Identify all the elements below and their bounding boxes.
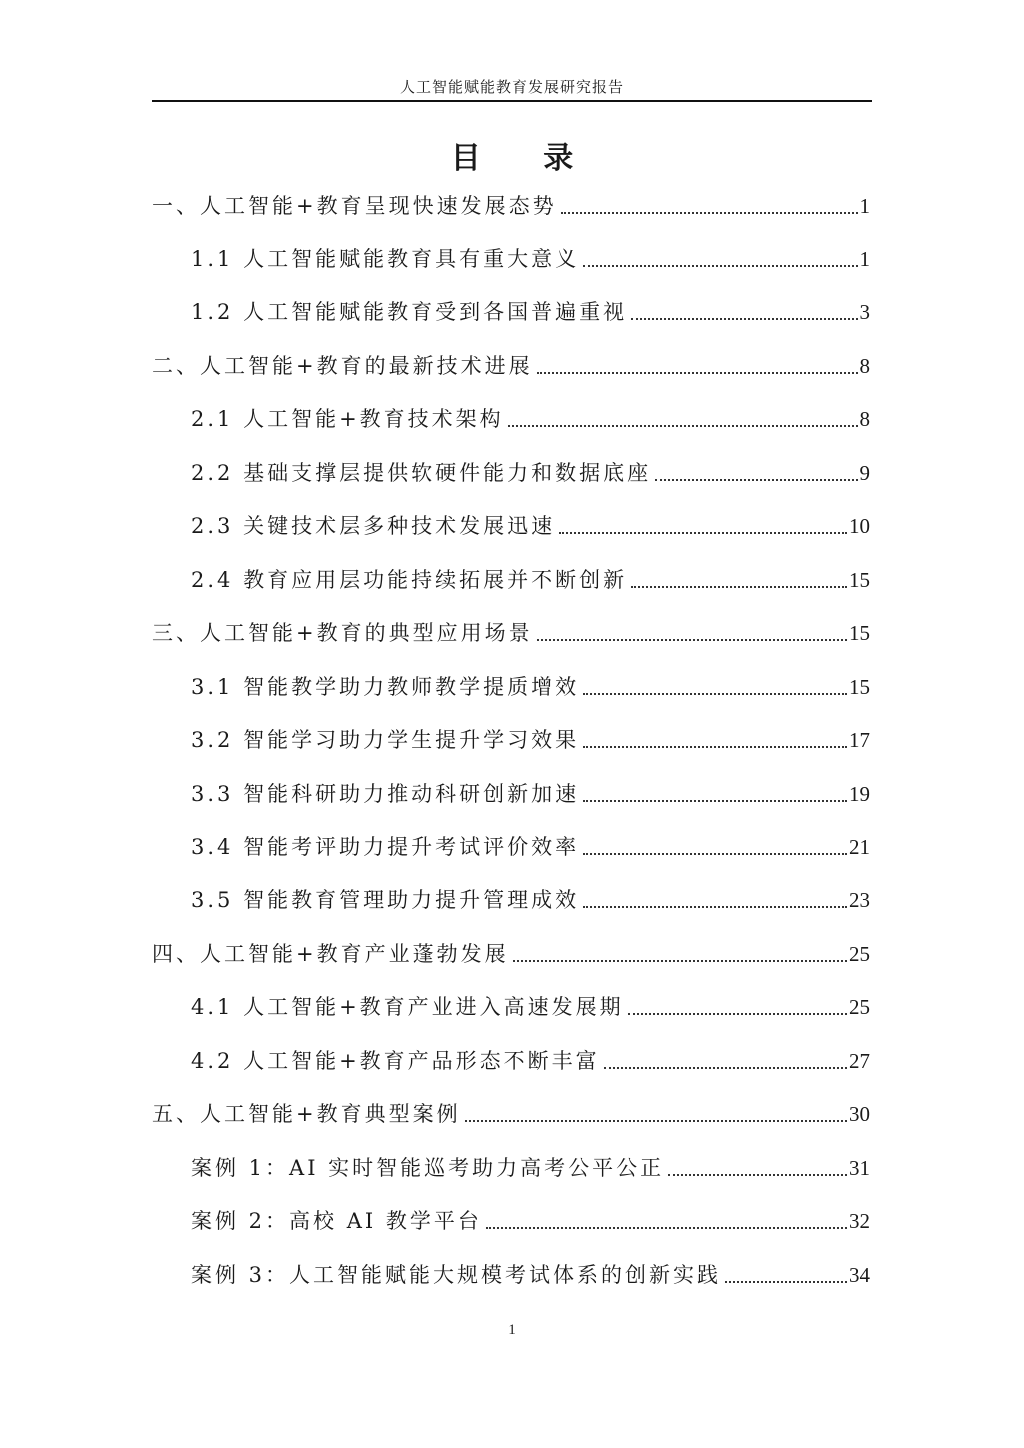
dot-leader <box>583 693 847 695</box>
dot-leader <box>513 960 847 962</box>
toc-entry-page: 15 <box>849 675 870 699</box>
toc-entry-page: 30 <box>849 1102 870 1126</box>
toc-entry[interactable] <box>152 617 870 649</box>
dot-leader <box>465 1120 847 1122</box>
dot-leader <box>604 1067 847 1069</box>
toc-entry-page: 15 <box>849 568 870 592</box>
dot-leader <box>725 1281 847 1283</box>
toc-entry[interactable] <box>191 671 870 703</box>
toc-entry-label: 2.2 基础支撑层提供软硬件能力和数据底座 <box>191 461 652 485</box>
toc-entry[interactable] <box>152 190 870 222</box>
toc-entry-label: 案例 2：高校 AI 教学平台 <box>191 1209 482 1233</box>
toc-entry-page: 23 <box>849 888 870 912</box>
toc-entry-label: 2.1 人工智能+教育技术架构 <box>191 407 504 431</box>
toc-entry[interactable] <box>191 403 870 435</box>
toc-entry-label: 三、人工智能+教育的典型应用场景 <box>152 621 533 645</box>
toc-entry[interactable] <box>191 1259 870 1291</box>
toc-entry-label: 3.1 智能教学助力教师教学提质增效 <box>191 675 580 699</box>
toc-entry-label: 3.2 智能学习助力学生提升学习效果 <box>191 728 580 752</box>
toc-entry-page: 9 <box>859 461 870 485</box>
toc-entry-label: 4.1 人工智能+教育产业进入高速发展期 <box>191 995 624 1019</box>
toc-entry-label: 3.4 智能考评助力提升考试评价效率 <box>191 835 580 859</box>
page-number: 1 <box>508 1322 516 1338</box>
toc-entry-page: 1 <box>859 194 870 218</box>
dot-leader <box>537 372 858 374</box>
toc-entry[interactable] <box>191 831 870 863</box>
dot-leader <box>486 1227 847 1229</box>
toc-entry-page: 21 <box>849 835 870 859</box>
toc-entry[interactable] <box>191 778 870 810</box>
toc-entry[interactable] <box>191 884 870 916</box>
toc-entry-label: 1.1 人工智能赋能教育具有重大意义 <box>191 247 580 271</box>
toc-entry-page: 15 <box>849 621 870 645</box>
dot-leader <box>631 318 857 320</box>
toc-entry-page: 27 <box>849 1049 870 1073</box>
toc-entry[interactable] <box>191 991 870 1023</box>
toc-entry-page: 3 <box>859 300 870 324</box>
header-divider <box>152 100 872 102</box>
toc-entry-label: 2.4 教育应用层功能持续拓展并不断创新 <box>191 568 628 592</box>
dot-leader <box>508 425 858 427</box>
toc-entry-label: 四、人工智能+教育产业蓬勃发展 <box>152 942 509 966</box>
toc-entry[interactable] <box>191 243 870 275</box>
dot-leader <box>583 746 847 748</box>
toc-entry-page: 8 <box>859 354 870 378</box>
toc-entry[interactable] <box>152 350 870 382</box>
toc-entry-page: 8 <box>859 407 870 431</box>
toc-entry-label: 案例 3：人工智能赋能大规模考试体系的创新实践 <box>191 1263 722 1287</box>
toc-entry[interactable] <box>152 938 870 970</box>
toc-entry[interactable] <box>191 724 870 756</box>
toc-entry-label: 3.3 智能科研助力推动科研创新加速 <box>191 782 580 806</box>
toc-title: 目 录 <box>450 141 600 176</box>
dot-leader <box>628 1013 847 1015</box>
dot-leader <box>561 212 858 214</box>
dot-leader <box>655 479 857 481</box>
toc-entry[interactable] <box>191 1152 870 1184</box>
toc-entry[interactable] <box>191 1045 870 1077</box>
dot-leader <box>583 800 847 802</box>
toc-entry-label: 1.2 人工智能赋能教育受到各国普遍重视 <box>191 300 628 324</box>
toc-entry-page: 31 <box>849 1156 870 1180</box>
toc-entry-page: 1 <box>859 247 870 271</box>
toc-entry[interactable] <box>152 1098 870 1130</box>
running-header: 人工智能赋能教育发展研究报告 <box>399 78 624 96</box>
dot-leader <box>583 265 857 267</box>
toc-entry-label: 4.2 人工智能+教育产品形态不断丰富 <box>191 1049 600 1073</box>
toc-entry-page: 17 <box>849 728 870 752</box>
toc-entry-label: 3.5 智能教育管理助力提升管理成效 <box>191 888 580 912</box>
toc-entry-label: 案例 1：AI 实时智能巡考助力高考公平公正 <box>191 1156 665 1180</box>
toc-entry-page: 25 <box>849 942 870 966</box>
dot-leader <box>583 853 847 855</box>
toc-entry[interactable] <box>191 296 870 328</box>
toc-entry[interactable] <box>191 457 870 489</box>
toc-entry-page: 25 <box>849 995 870 1019</box>
toc-entry-page: 19 <box>849 782 870 806</box>
toc-entry-label: 一、人工智能+教育呈现快速发展态势 <box>152 194 557 218</box>
toc-entry[interactable] <box>191 1205 870 1237</box>
dot-leader <box>537 639 847 641</box>
toc-entry-page: 10 <box>849 514 870 538</box>
toc-entry-page: 32 <box>849 1209 870 1233</box>
dot-leader <box>631 586 847 588</box>
dot-leader <box>583 906 847 908</box>
toc-entry[interactable] <box>191 510 870 542</box>
dot-leader <box>559 532 847 534</box>
toc-entry-label: 五、人工智能+教育典型案例 <box>152 1102 461 1126</box>
toc-entry-page: 34 <box>849 1263 870 1287</box>
toc-entry-label: 二、人工智能+教育的最新技术进展 <box>152 354 533 378</box>
toc-entry[interactable] <box>191 564 870 596</box>
toc-entry-label: 2.3 关键技术层多种技术发展迅速 <box>191 514 556 538</box>
dot-leader <box>668 1174 847 1176</box>
